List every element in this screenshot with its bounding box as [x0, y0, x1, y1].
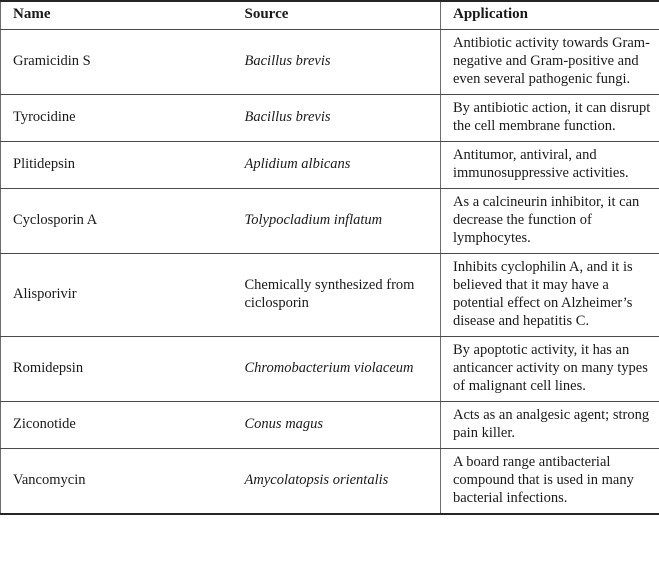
table-row [1, 189, 659, 254]
column-header-name: Name [1, 1, 233, 30]
table-header [1, 1, 659, 30]
table-body [1, 30, 659, 514]
cell-source: Tolypocladium inflatum [233, 189, 441, 254]
cell-name: Alisporivir [1, 253, 233, 336]
cell-application: Inhibits cyclophilin A, and it is believed that it may have a potential effect on Alzheimer’s disease and hepatitis C. [441, 253, 659, 336]
cell-name: Romidepsin [1, 336, 233, 401]
cell-name: Tyrocidine [1, 95, 233, 142]
table-row [1, 30, 659, 95]
column-header-application: Application [441, 1, 659, 30]
table-header-row [1, 1, 659, 30]
cell-source: Conus magus [233, 401, 441, 448]
cell-application: By apoptotic activity, it has an anticancer activity on many types of malignant cell lines. [441, 336, 659, 401]
table-row [1, 95, 659, 142]
cell-name: Cyclosporin A [1, 189, 233, 254]
table-row [1, 401, 659, 448]
cell-application: As a calcineurin inhibitor, it can decrease the function of lymphocytes. [441, 189, 659, 254]
cell-name: Gramicidin S [1, 30, 233, 95]
cell-application: Antitumor, antiviral, and immunosuppressive activities. [441, 142, 659, 189]
cell-name: Ziconotide [1, 401, 233, 448]
cell-source: Chemically synthesized from ciclosporin [233, 253, 441, 336]
table-row [1, 336, 659, 401]
cell-source: Amycolatopsis orientalis [233, 448, 441, 513]
column-header-source: Source [233, 1, 441, 30]
cell-application: A board range antibacterial compound that is used in many bacterial infections. [441, 448, 659, 513]
table-row [1, 253, 659, 336]
table-row [1, 142, 659, 189]
cell-name: Vancomycin [1, 448, 233, 513]
cell-source: Chromobacterium violaceum [233, 336, 441, 401]
cell-source: Bacillus brevis [233, 30, 441, 95]
cell-name: Plitidepsin [1, 142, 233, 189]
cell-source: Aplidium albicans [233, 142, 441, 189]
cell-application: Antibiotic activity towards Gram-negative and Gram-positive and even several pathogenic fungi. [441, 30, 659, 95]
cell-application: By antibiotic action, it can disrupt the cell membrane function. [441, 95, 659, 142]
cell-application: Acts as an analgesic agent; strong pain killer. [441, 401, 659, 448]
table-row [1, 448, 659, 513]
cell-source: Bacillus brevis [233, 95, 441, 142]
